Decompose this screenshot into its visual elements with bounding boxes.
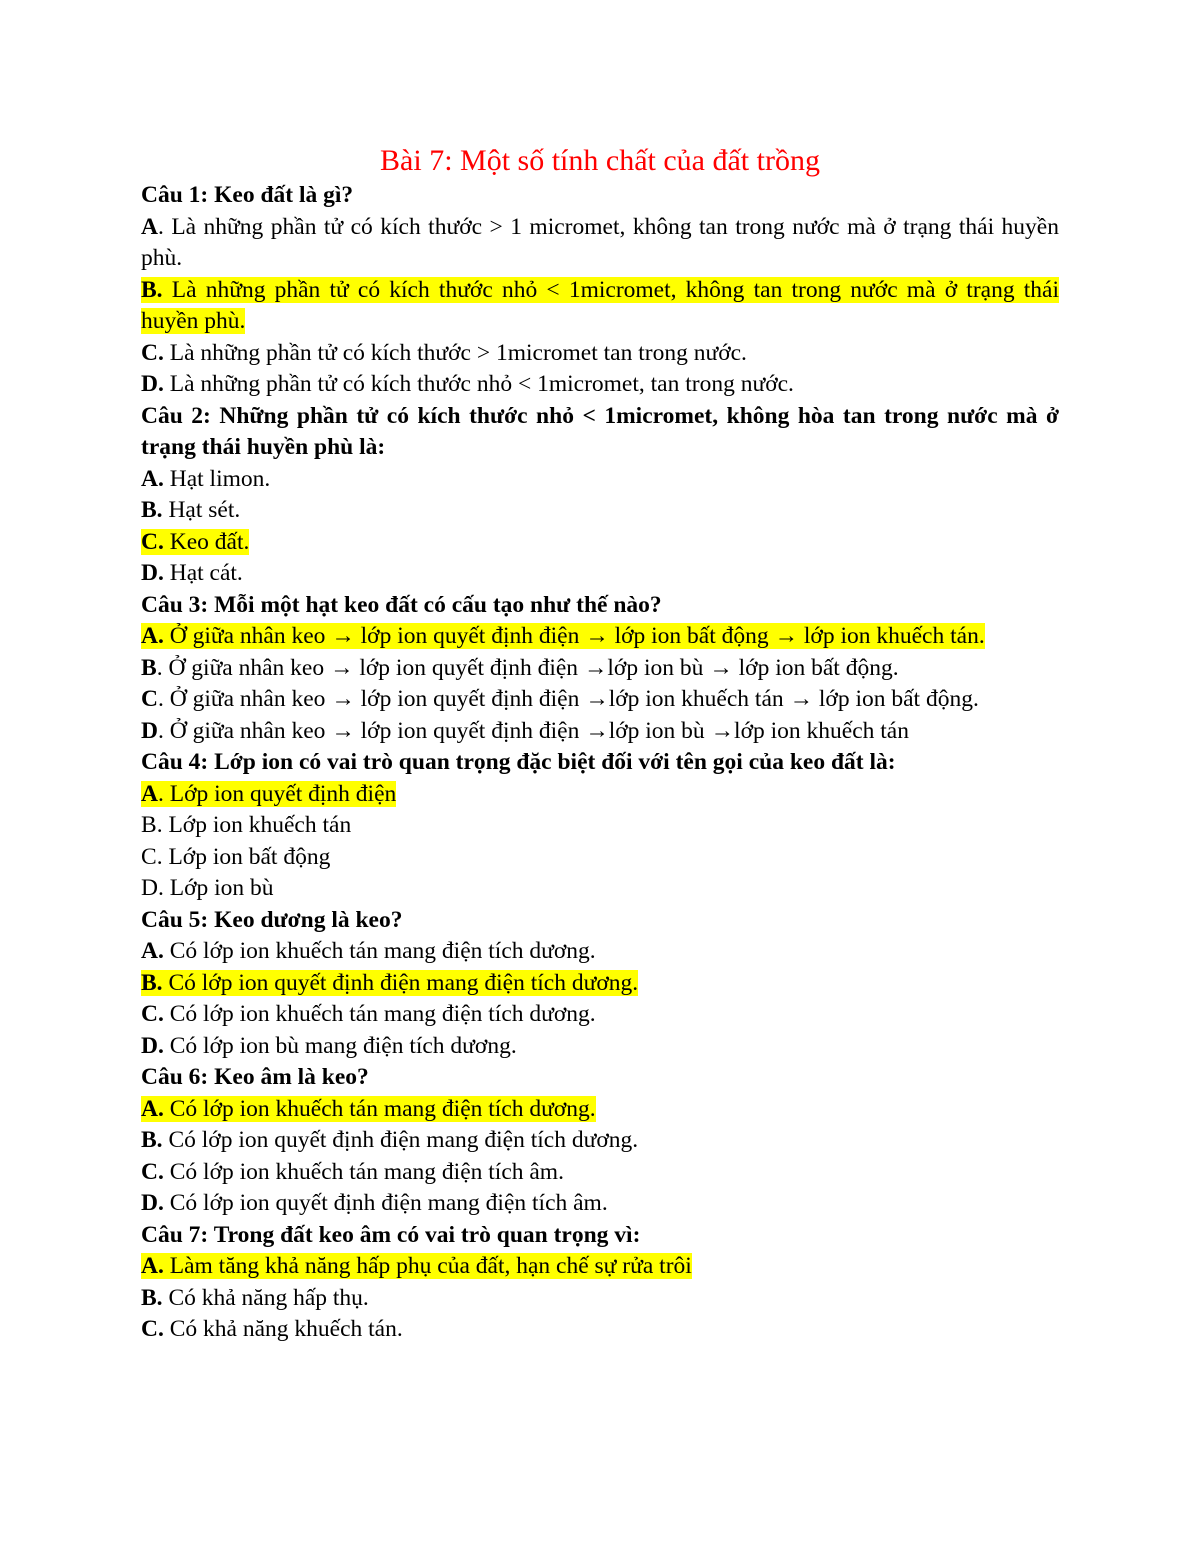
option-6a-correct: A. Có lớp ion khuếch tán mang điện tích dương. bbox=[141, 1095, 596, 1122]
option-1b-correct: B. Là những phần tử có kích thước nhỏ < 1micromet, không tan trong nước mà ở trạng thái huyền phù. bbox=[141, 276, 1059, 334]
option-7a-correct: A. Làm tăng khả năng hấp phụ của đất, hạn chế sự rửa trôi bbox=[141, 1253, 692, 1279]
option-3a-correct: A. Ở giữa nhân keo → lớp ion quyết định điện → lớp ion bất động → lớp ion khuếch tán. bbox=[141, 623, 985, 649]
question-2: Câu 2: Những phần tử có kích thước nhỏ < 1micromet, không hòa tan trong nước mà ở trạng thái huyền phù là: bbox=[141, 402, 1059, 460]
option-1d: D. Là những phần tử có kích thước nhỏ < 1micromet, tan trong nước. bbox=[141, 371, 794, 397]
option-5b-correct: B. Có lớp ion quyết định điện mang điện tích dương. bbox=[141, 969, 639, 996]
option-7c: C. Có khả năng khuếch tán. bbox=[141, 1316, 403, 1342]
option-6d: D. Có lớp ion quyết định điện mang điện tích âm. bbox=[141, 1190, 608, 1216]
option-5a: A. Có lớp ion khuếch tán mang điện tích dương. bbox=[141, 938, 596, 964]
option-6b: B. Có lớp ion quyết định điện mang điện tích dương. bbox=[141, 1127, 639, 1153]
option-4b: B. Lớp ion khuếch tán bbox=[141, 812, 352, 838]
option-2d: D. Hạt cát. bbox=[141, 560, 243, 586]
question-5: Câu 5: Keo dương là keo? bbox=[141, 906, 403, 933]
page-title: Bài 7: Một số tính chất của đất trồng bbox=[380, 144, 820, 177]
question-6: Câu 6: Keo âm là keo? bbox=[141, 1064, 369, 1090]
option-2b: B. Hạt sét. bbox=[141, 497, 241, 523]
document bbox=[141, 143, 1059, 1346]
option-6c: C. Có lớp ion khuếch tán mang điện tích âm. bbox=[141, 1158, 564, 1185]
question-7: Câu 7: Trong đất keo âm có vai trò quan trọng vì: bbox=[141, 1221, 641, 1248]
option-5c: C. Có lớp ion khuếch tán mang điện tích dương. bbox=[141, 1001, 596, 1027]
option-2a: A. Hạt limon. bbox=[141, 465, 271, 492]
option-3c: C. Ở giữa nhân keo → lớp ion quyết định điện →lớp ion khuếch tán → lớp ion bất động. bbox=[141, 686, 979, 712]
option-4d: D. Lớp ion bù bbox=[141, 875, 274, 901]
question-1: Câu 1: Keo đất là gì? bbox=[141, 182, 354, 208]
option-3d: D. Ở giữa nhân keo → lớp ion quyết định điện →lớp ion bù →lớp ion khuếch tán bbox=[141, 717, 909, 744]
option-1a: A. Là những phần tử có kích thước > 1 micromet, không tan trong nước mà ở trạng thái huyền phù. bbox=[141, 213, 1059, 271]
option-7b: B. Có khả năng hấp thụ. bbox=[141, 1284, 369, 1311]
question-4: Câu 4: Lớp ion có vai trò quan trọng đặc biệt đối với tên gọi của keo đất là: bbox=[141, 749, 896, 775]
option-2c-correct: C. Keo đất. bbox=[141, 528, 250, 555]
option-4c: C. Lớp ion bất động bbox=[141, 843, 331, 870]
question-3: Câu 3: Mỗi một hạt keo đất có cấu tạo như thế nào? bbox=[141, 591, 662, 618]
option-1c: C. Là những phần tử có kích thước > 1micromet tan trong nước. bbox=[141, 339, 747, 366]
option-5d: D. Có lớp ion bù mang điện tích dương. bbox=[141, 1032, 517, 1059]
option-3b: B. Ở giữa nhân keo → lớp ion quyết định điện →lớp ion bù → lớp ion bất động. bbox=[141, 654, 899, 681]
option-4a-correct: A. Lớp ion quyết định điện bbox=[141, 780, 397, 807]
